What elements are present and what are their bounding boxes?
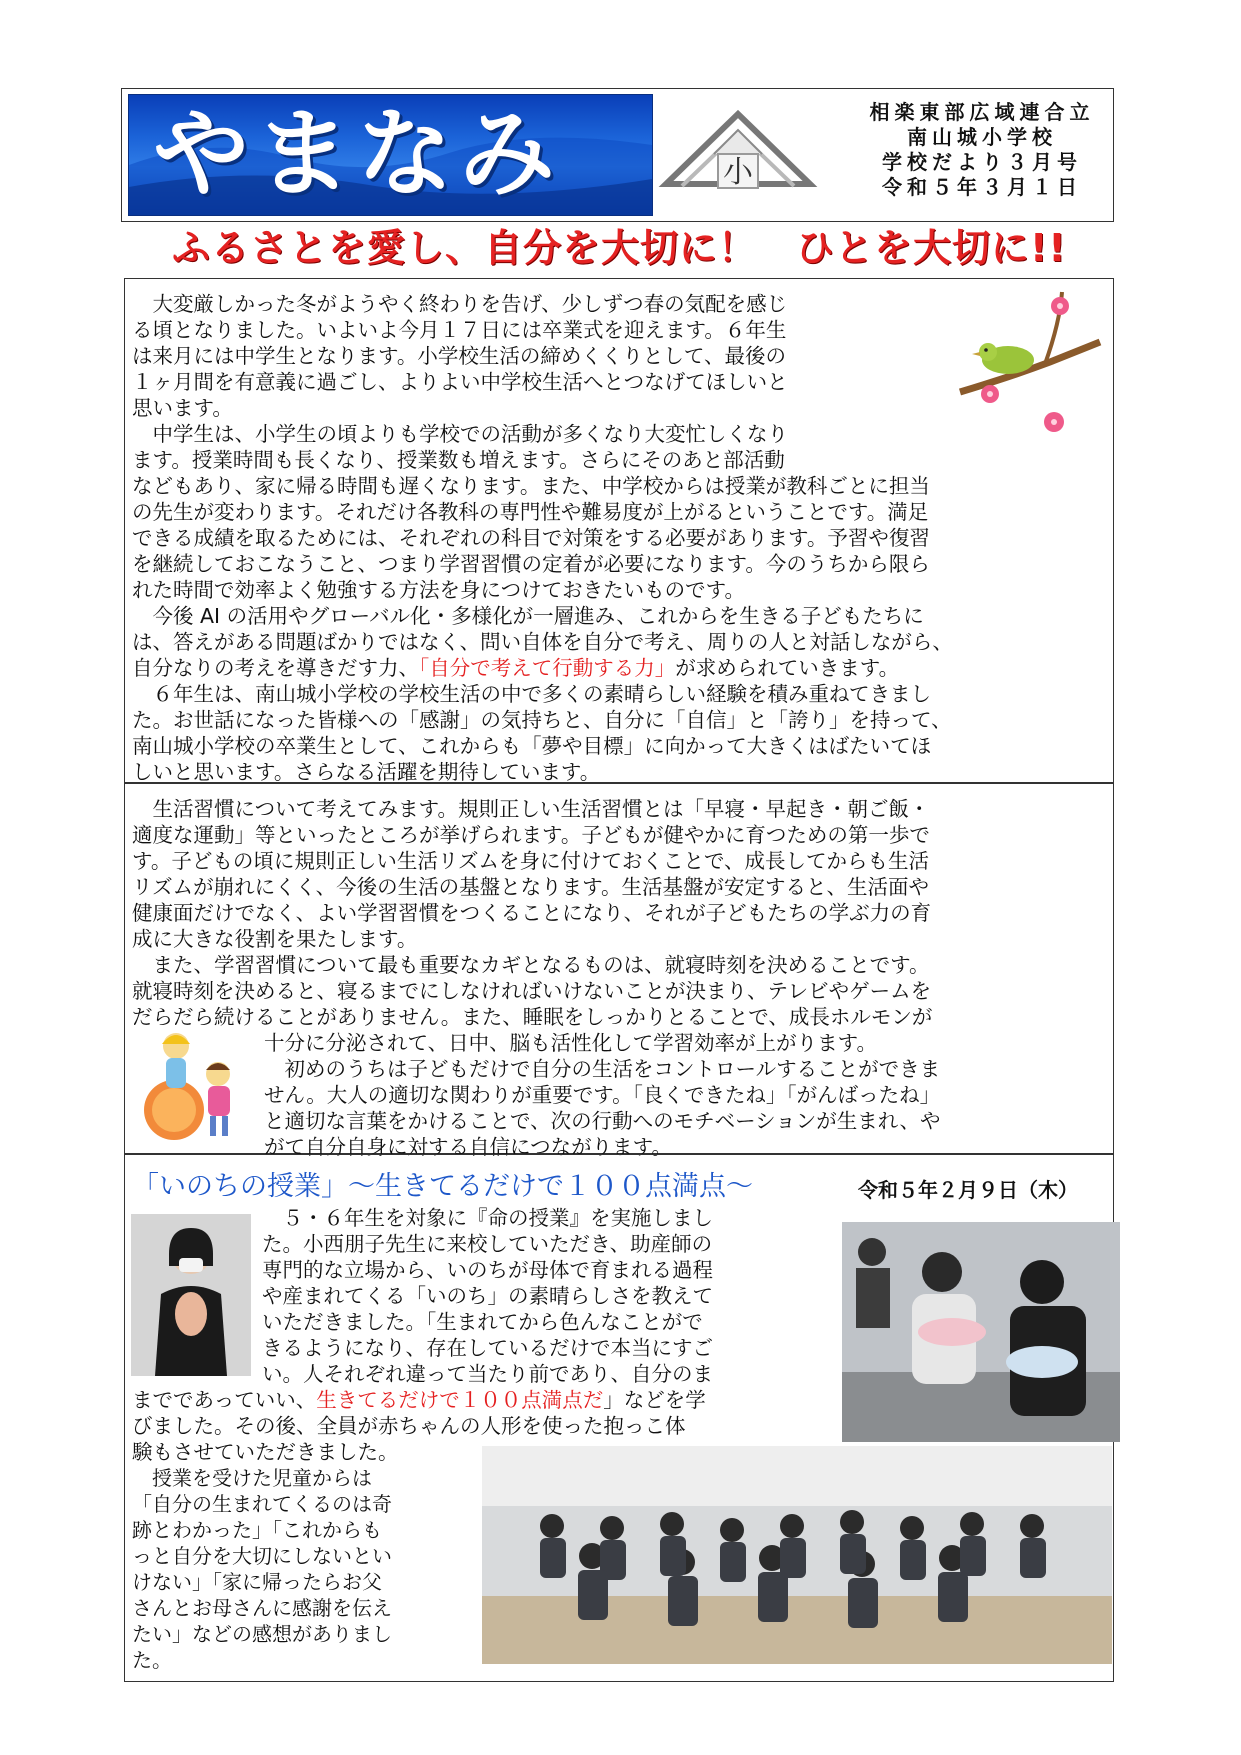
text-line: 思います。	[132, 396, 233, 420]
text-line: リズムが崩れにくく、今後の生活の基盤となります。生活基盤が安定すると、生活面や	[132, 875, 930, 899]
text-line: っと自分を大切にしないとい	[132, 1544, 392, 1568]
masthead-banner	[128, 94, 653, 216]
issue-date: 令和５年３月１日	[882, 175, 1082, 199]
text-line: けない」「家に帰ったらお父	[132, 1570, 382, 1594]
school-slogan: ふるさとを愛し、自分を大切に！ ひとを大切に!!	[172, 226, 1067, 270]
issue-title: 学校だより３月号	[882, 150, 1082, 174]
life-lesson-date: 令和５年２月９日（木）	[858, 1178, 1078, 1202]
emblem-character: 小	[723, 155, 753, 190]
text-line: また、学習習慣について最も重要なカギとなるものは、就寝時刻を決めることです。	[132, 953, 930, 977]
text-line: ５・６年生を対象に『命の授業』を実施しまし	[262, 1206, 713, 1230]
life-lesson-text-right-of-photo	[262, 1205, 713, 1387]
newsletter-title: やまなみ	[153, 98, 561, 210]
text-line: 十分に分泌されて、日中、脳も活性化して学習効率が上がります。	[264, 1031, 877, 1055]
text-line: いただきました。「生まれてから色んなことがで	[262, 1310, 703, 1334]
text-line: １ヶ月間を有意義に過ごし、よりよい中学校生活へとつなげてほしいと	[132, 370, 788, 394]
school-name: 南山城小学校	[907, 125, 1057, 149]
text-line: できる成績を取るためには、それぞれの科目で対策をする必要があります。予習や復習	[132, 526, 930, 550]
text-line: たい」などの感想がありまし	[132, 1622, 392, 1646]
text-line: 今後 AI の活用やグローバル化・多様化が一層進み、これからを生きる子どもたちに	[132, 604, 924, 628]
text-line: を継続しておこなうこと、つまり学習習慣の定着が必要になります。今のうちから限ら	[132, 552, 930, 576]
text-line: 跡とわかった」「これからも	[132, 1518, 382, 1542]
text-line: しいと思います。さらなる活躍を期待しています。	[132, 760, 601, 784]
text-line: 健康面だけでなく、よい学習習慣をつくることになり、それが子どもたちの学ぶ力の育	[132, 901, 932, 925]
text-line: 成に大きな役割を果たします。	[132, 927, 418, 951]
text-line: 「自分の生まれてくるのは奇	[132, 1492, 392, 1516]
text-line: 南山城小学校の卒業生として、これからも「夢や目標」に向かって大きくはばたいてほ	[132, 734, 932, 758]
school-district: 相楽東部広域連合立	[869, 100, 1095, 124]
text-line: 就寝時刻を決めると、寝るまでにしなければいけないことが決まり、テレビやゲームを	[132, 979, 932, 1003]
text-line: る頃となりました。いよいよ今月１７日には卒業式を迎えます。６年生	[132, 318, 787, 342]
text-line: びました。その後、全員が赤ちゃんの人形を使った抱っこ体	[132, 1414, 686, 1438]
bird-on-plum-branch-illustration	[950, 282, 1110, 454]
text-line: さんとお母さんに感謝を伝え	[132, 1596, 392, 1620]
text-line: などもあり、家に帰る時間も遅くなります。また、中学校からは授業が教科ごとに担当	[132, 474, 930, 498]
text-line: 験もさせていただきました。	[132, 1440, 399, 1464]
students-holding-dolls-photo	[842, 1222, 1120, 1442]
text-segment: が求められていきます。	[675, 656, 900, 680]
text-segment: 」などを学	[603, 1388, 706, 1412]
life-lesson-heading: 「いのちの授業」～生きてるだけで１００点満点～	[132, 1171, 753, 1202]
highlight-phrase: 「自分で考えて行動する力」	[419, 656, 676, 680]
text-line: がて自分自身に対する自信につながります。	[264, 1135, 672, 1159]
text-line: た。	[132, 1648, 172, 1672]
text-line: は、答えがある問題ばかりではなく、問い自体を自分で考え、周りの人と対話しながら、	[132, 630, 953, 654]
text-line: 大変厳しかった冬がようやく終わりを告げ、少しずつ春の気配を感じ	[132, 292, 788, 316]
text-line: ６年生は、南山城小学校の学校生活の中で多くの素晴らしい経験を積み重ねてきまし	[132, 682, 931, 706]
text-line-with-highlight	[132, 1387, 706, 1413]
text-line: れた時間で効率よく勉強する方法を身につけておきたいものです。	[132, 578, 745, 602]
text-line: きるようになり、存在しているだけで本当にすご	[262, 1336, 713, 1360]
text-line: た。小西朋子先生に来校していただき、助産師の	[262, 1232, 713, 1256]
teacher-holding-doll-photo	[131, 1214, 251, 1376]
text-line: 初めのうちは子どもだけで自分の生活をコントロールすることができま	[264, 1057, 941, 1081]
text-line: は来月には中学生となります。小学校生活の締めくくりとして、最後の	[132, 344, 786, 368]
text-line: 中学生は、小学生の頃よりも学校での活動が多くなり大変忙しくなり	[132, 422, 788, 446]
highlight-phrase: 生きてるだけで１００点満点だ	[316, 1388, 604, 1412]
text-line: と適切な言葉をかけることで、次の行動へのモチベーションが生まれ、や	[264, 1109, 941, 1133]
text-line: 適度な運動」等といったところが挙げられます。子どもが健やかに育つための第一歩で	[132, 823, 930, 847]
text-line: 生活習慣について考えてみます。規則正しい生活習慣とは「早寝・早起き・朝ご飯・	[132, 797, 930, 821]
text-segment: 自分なりの考えを導きだす力、	[132, 656, 419, 680]
students-seated-in-hall-photo	[482, 1446, 1112, 1664]
student-feedback-text	[132, 1465, 392, 1673]
text-line: せん。大人の適切な関わりが重要です。「良くできたね」「がんばったね」	[264, 1083, 941, 1107]
school-emblem-icon	[658, 96, 818, 214]
graduation-message-text	[132, 291, 953, 785]
text-line: ます。授業時間も長くなり、授業数も増えます。さらにそのあと部活動	[132, 448, 785, 472]
school-info-block	[862, 100, 1102, 200]
text-line: 専門的な立場から、いのちが母体で育まれる過程	[262, 1258, 713, 1282]
children-clock-illustration	[136, 1026, 256, 1150]
text-line: や産まれてくる「いのち」の素晴らしさを教えて	[262, 1284, 713, 1308]
text-line: す。子どもの頃に規則正しい生活リズムを身に付けておくことで、成長してからも生活	[132, 849, 930, 873]
text-line-with-highlight	[132, 655, 953, 681]
text-line: い。人それぞれ違って当たり前であり、自分のま	[262, 1362, 713, 1386]
text-line: だらだら続けることがありません。また、睡眠をしっかりとることで、成長ホルモンが	[132, 1005, 933, 1029]
text-line: の先生が変わります。それだけ各教科の専門性や難易度が上がるということです。満足	[132, 500, 929, 524]
text-line: 授業を受けた児童からは	[132, 1466, 372, 1490]
text-line: た。お世話になった皆様への「感謝」の気持ちと、自分に「自信」と「誇り」を持って、	[132, 708, 952, 732]
text-segment: までであっていい、	[132, 1388, 317, 1412]
